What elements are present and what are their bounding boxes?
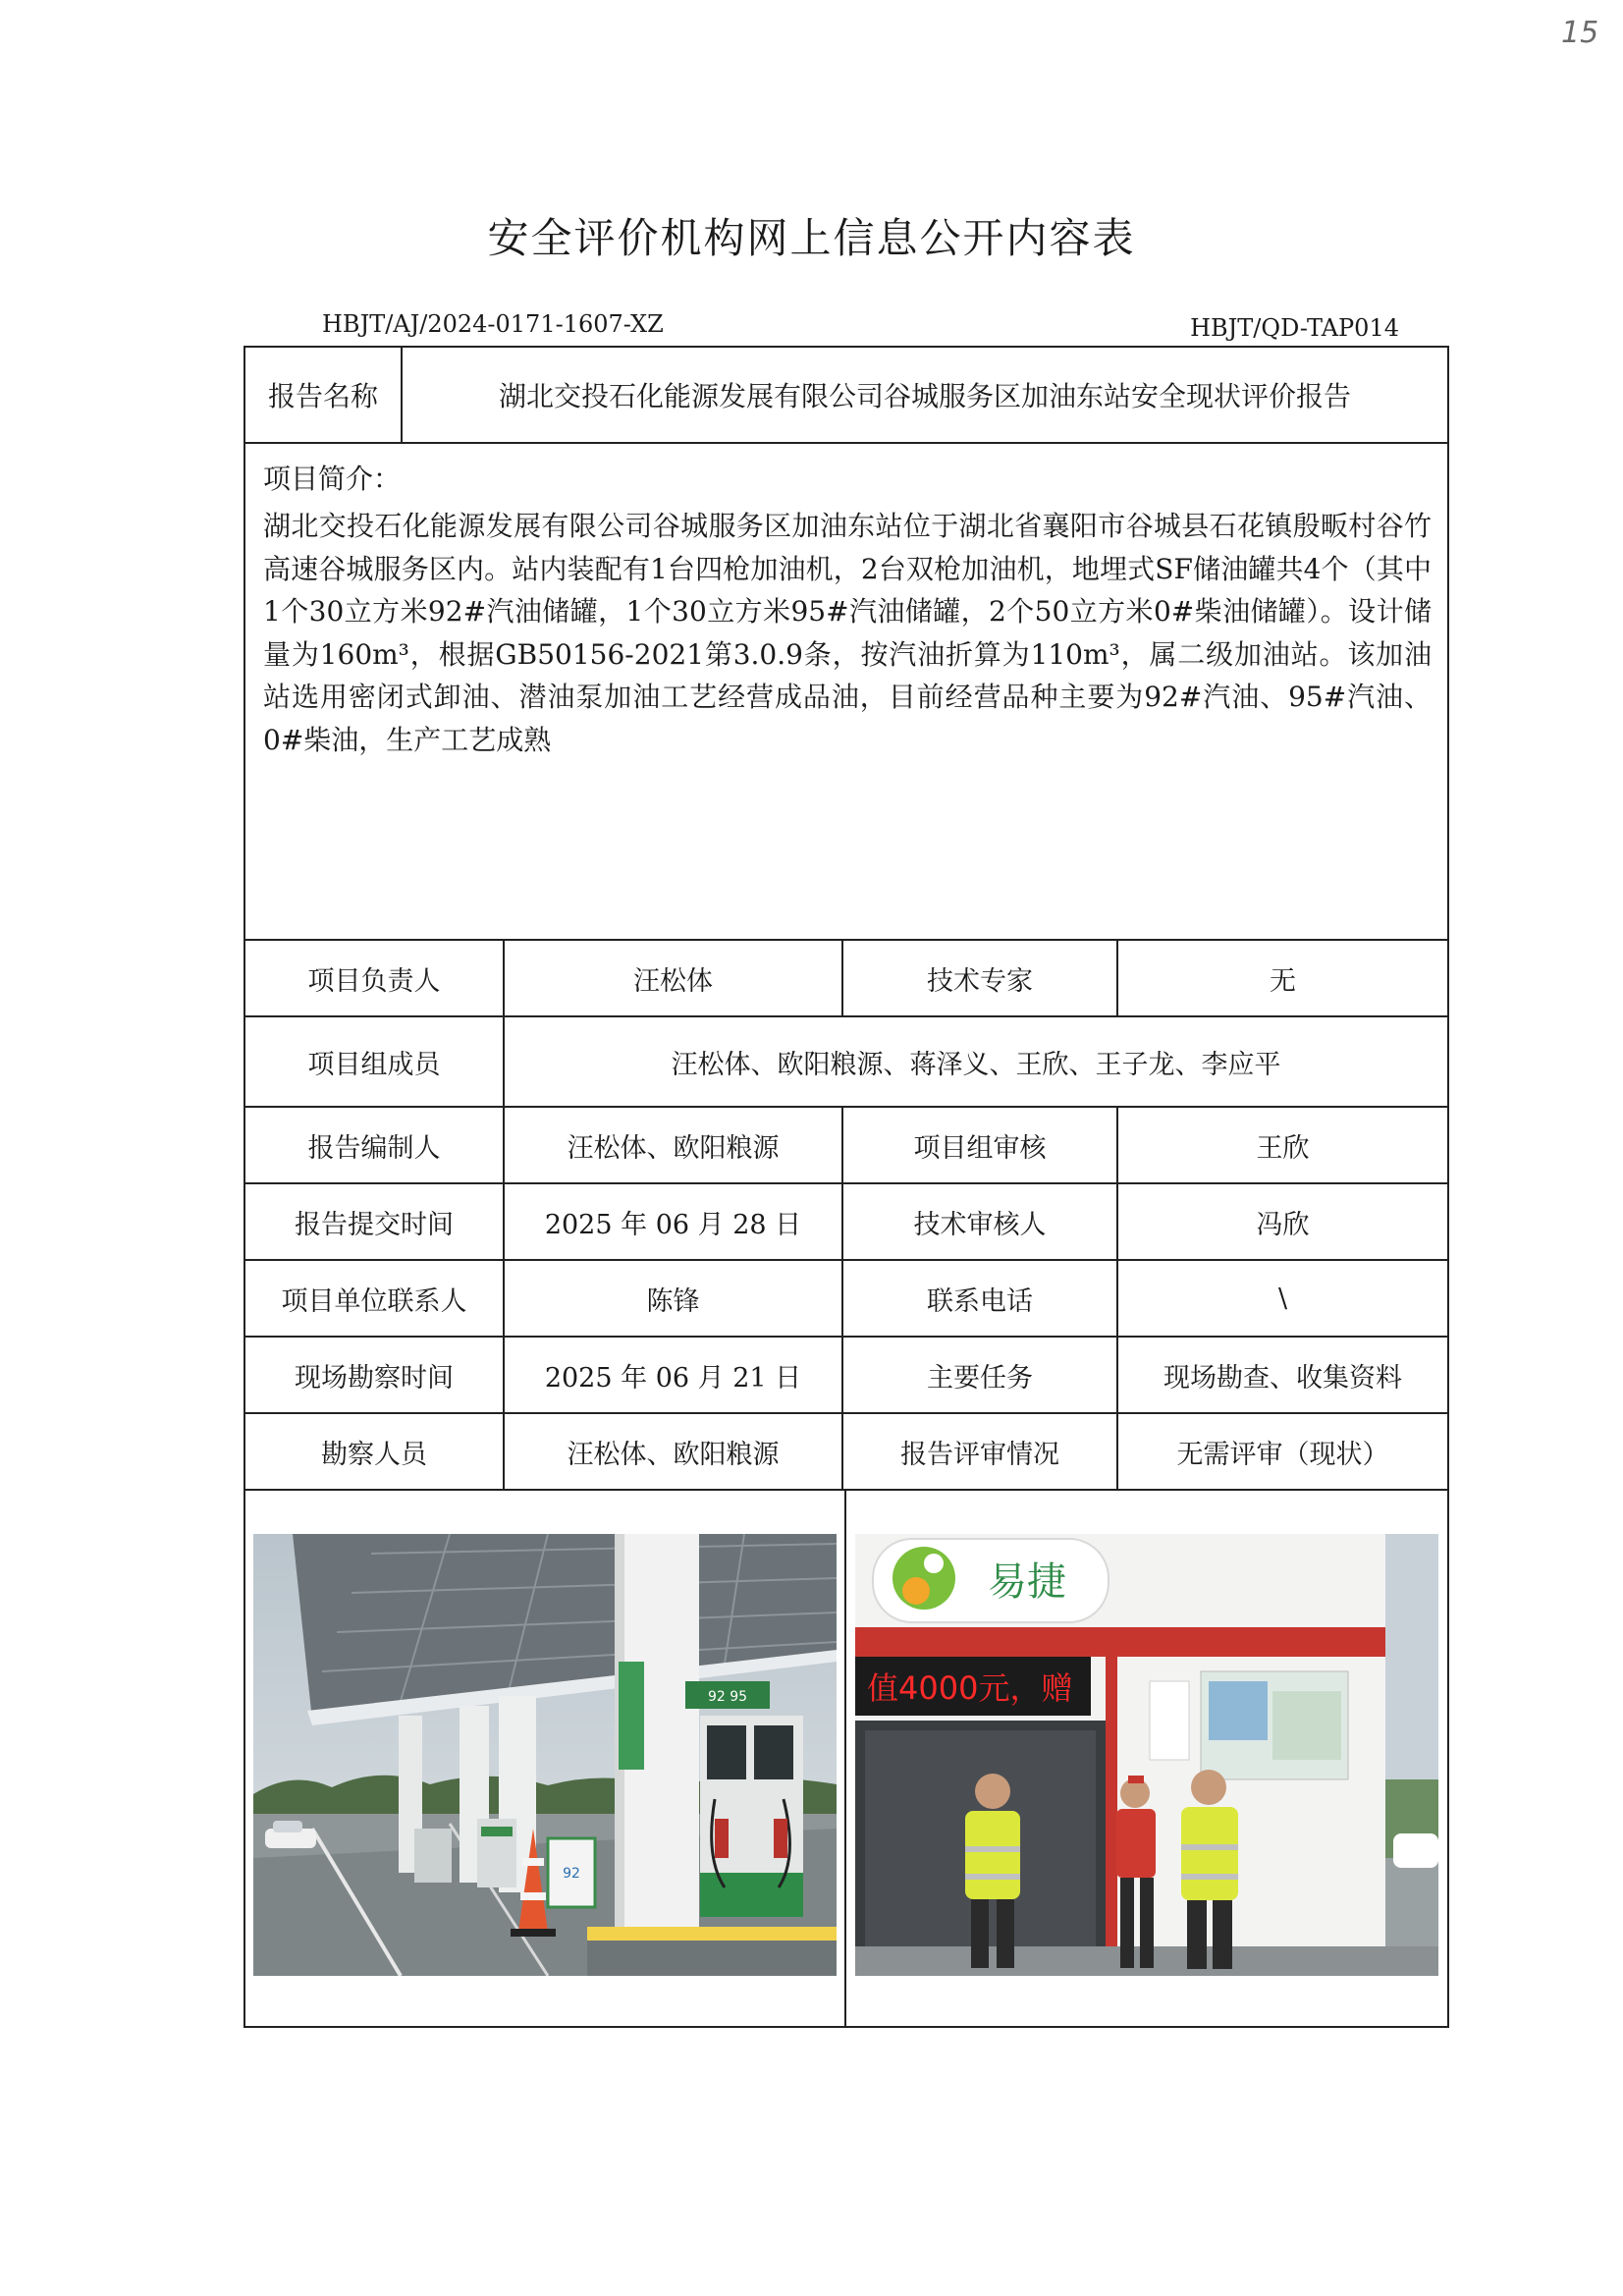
task-value: 现场勘查、收集资料 [1163, 1362, 1402, 1394]
surveyors-value: 汪松体、欧阳粮源 [505, 1414, 843, 1489]
form-code: HBJT/QD-TAP014 [1190, 314, 1399, 342]
report-name-row [245, 348, 1447, 444]
tech-review-label: 技术审核人 [843, 1184, 1118, 1259]
station-staff-photo [855, 1534, 1438, 1976]
phone-label: 联系电话 [843, 1261, 1118, 1336]
author-label: 报告编制人 [245, 1108, 505, 1182]
author-row [245, 1108, 1447, 1184]
led-text: 值4000元，赠 [867, 1669, 1073, 1707]
contact-label: 项目单位联系人 [245, 1261, 505, 1336]
contact-value: 陈锋 [505, 1261, 843, 1336]
leader-row [245, 941, 1447, 1017]
gas-station-photo [253, 1534, 837, 1976]
surveyors-row [245, 1414, 1447, 1491]
group-review-label: 项目组审核 [843, 1108, 1118, 1182]
submit-value: 2025 年 06 月 28 日 [505, 1184, 843, 1259]
members-row [245, 1017, 1447, 1108]
leader-label: 项目负责人 [245, 941, 505, 1015]
project-intro-text: 湖北交投石化能源发展有限公司谷城服务区加油东站位于湖北省襄阳市谷城县石花镇殷畈村谷竹高速谷城服务区内。站内装配有1台四枪加油机，2台双枪加油机，地埋式SF储油罐共4个（其中1个30立方米92#汽油储罐，1个30立方米95#汽油储罐，2个50立方米0#柴油储罐）。设计储量为160m³，根据GB50156-2021第3.0.9条，按汽油折算为110m³，属二级加油站。该加油站选用密闭式卸油、潜油泵加油工艺经营成品油，目前经营品种主要为92#汽油、95#汽油、0#柴油，生产工艺成熟 [263, 510, 1432, 756]
pump-price-label: 92 95 [707, 1689, 748, 1705]
survey-time-label: 现场勘察时间 [245, 1338, 505, 1412]
expert-value: 无 [1270, 965, 1296, 997]
brand-sign-text: 易捷 [988, 1559, 1066, 1605]
project-intro-row [245, 444, 1447, 941]
task-label: 主要任务 [843, 1338, 1118, 1412]
page-number: 15 [1561, 16, 1599, 50]
expert-label: 技术专家 [843, 941, 1118, 1015]
submit-label: 报告提交时间 [245, 1184, 505, 1259]
tech-review-value: 冯欣 [1256, 1209, 1310, 1240]
photo-cell-right [846, 1491, 1447, 2026]
document-code: HBJT/AJ/2024-0171-1607-XZ [322, 310, 664, 338]
phone-value: \ [1277, 1283, 1288, 1314]
page-title: 安全评价机构网上信息公开内容表 [487, 214, 1136, 262]
members-value: 汪松体、欧阳粮源、蒋泽义、王欣、王子龙、李应平 [671, 1049, 1281, 1080]
info-form-table [243, 346, 1449, 2028]
contact-row [245, 1261, 1447, 1338]
photo-cell-left [245, 1491, 846, 2026]
group-review-value: 王欣 [1256, 1132, 1310, 1164]
review-status-label: 报告评审情况 [843, 1414, 1118, 1489]
submit-row [245, 1184, 1447, 1261]
report-name-label: 报告名称 [245, 348, 403, 442]
project-intro-label: 项目简介： [263, 463, 402, 495]
sign-label: 92 [563, 1866, 580, 1882]
survey-time-row [245, 1338, 1447, 1414]
report-name-value: 湖北交投石化能源发展有限公司谷城服务区加油东站安全现状评价报告 [498, 380, 1351, 412]
leader-value: 汪松体 [505, 941, 843, 1015]
author-value: 汪松体、欧阳粮源 [505, 1108, 843, 1182]
surveyors-label: 勘察人员 [245, 1414, 505, 1489]
photo-row [245, 1491, 1447, 2026]
survey-time-value: 2025 年 06 月 21 日 [505, 1338, 843, 1412]
members-label: 项目组成员 [245, 1017, 505, 1106]
review-status-value: 无需评审（现状） [1176, 1439, 1389, 1470]
